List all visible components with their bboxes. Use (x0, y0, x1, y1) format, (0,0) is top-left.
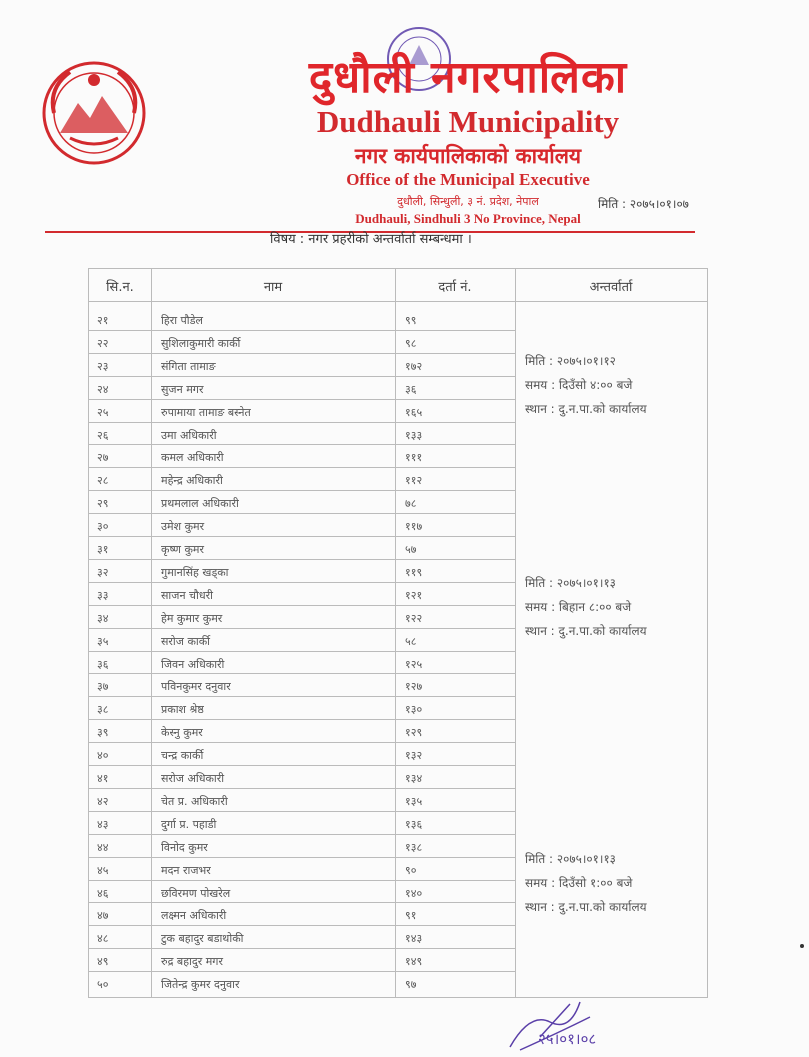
interview-table (88, 268, 708, 998)
table-cell-sn: ४२ (97, 794, 109, 808)
table-cell-sn: ३२ (97, 565, 109, 579)
table-row (89, 561, 517, 582)
table-cell-name: प्रकाश श्रेष्ठ (161, 703, 204, 717)
table-cell-reg: १११ (405, 451, 423, 465)
nepal-emblem-icon (40, 58, 148, 168)
interview-time: समय : दिउँसो १:०० बजे (525, 876, 633, 890)
table-row (89, 675, 517, 696)
table-cell-reg: १३० (405, 703, 423, 717)
table-cell-name: मदन राजभर (161, 863, 211, 877)
table-cell-name: सरोज अधिकारी (161, 772, 225, 785)
table-row (89, 859, 517, 880)
table-cell-sn: ४५ (97, 863, 109, 877)
address-nepali: दुधौली, सिन्धुली, ३ नं. प्रदेश, नेपाल (397, 195, 539, 208)
table-cell-name: जिवन अधिकारी (161, 657, 225, 671)
table-cell-reg: १२५ (405, 657, 423, 671)
table-cell-name: कृष्ण कुमर (161, 543, 204, 556)
table-cell-sn: २९ (97, 497, 109, 511)
table-row (89, 744, 517, 765)
row-divider (89, 513, 515, 514)
table-cell-reg: ७८ (405, 497, 417, 511)
row-divider (89, 467, 515, 468)
table-cell-reg: १२९ (405, 726, 423, 740)
table-cell-sn: ४४ (97, 840, 109, 854)
row-divider (89, 582, 515, 583)
table-cell-name: छविरमण पोखरेल (161, 886, 231, 900)
row-divider (89, 673, 515, 674)
table-row (89, 653, 517, 674)
table-cell-name: संगिता तामाङ (161, 359, 216, 373)
interview-time: समय : दिउँसो ४:०० बजे (525, 378, 633, 392)
table-cell-sn: ३९ (97, 726, 109, 740)
table-cell-name: चन्द्र कार्की (161, 749, 204, 763)
table-cell-name: पविनकुमर दनुवार (161, 680, 231, 694)
table-cell-name: जितेन्द्र कुमर दनुवार (161, 978, 240, 992)
table-cell-sn: ४३ (97, 817, 109, 831)
table-cell-name: टुक बहादुर बडाथोकी (161, 932, 244, 946)
row-divider (89, 971, 515, 972)
table-cell-name: विनोद कुमर (161, 840, 208, 854)
table-cell-sn: २८ (97, 474, 109, 488)
table-cell-reg: ९१ (405, 909, 417, 923)
column-header-sn: सि.न. (106, 280, 134, 295)
table-row (89, 607, 517, 628)
table-cell-sn: ३० (97, 520, 109, 534)
interview-place: स्थान : दु.न.पा.को कार्यालय (525, 900, 647, 914)
table-cell-reg: ११२ (405, 474, 423, 488)
subject-line: विषय : नगर प्रहरीको अन्तर्वार्ता सम्बन्धमा । (270, 232, 472, 247)
table-cell-reg: १४० (405, 886, 423, 900)
handwritten-signature (500, 992, 640, 1052)
row-divider (89, 376, 515, 377)
svg-text:२५।०१।०८: २५।०१।०८ (538, 1030, 597, 1048)
table-row (89, 950, 517, 971)
letter-date: मिति : २०७५।०१।०७ (598, 197, 689, 211)
speck (800, 944, 804, 948)
table-cell-name: प्रथमलाल अधिकारी (161, 497, 239, 511)
column-header-name: नाम (263, 280, 283, 295)
table-row (89, 790, 517, 811)
table-cell-name: सरोज कार्की (161, 634, 211, 648)
row-divider (89, 628, 515, 629)
table-cell-reg: ३६ (405, 382, 417, 396)
table-row (89, 927, 517, 948)
table-row (89, 355, 517, 376)
interview-group-1 (525, 349, 705, 421)
table-cell-name: सुशिलाकुमारी कार्की (161, 336, 241, 350)
table-cell-reg: ९७ (405, 978, 417, 992)
table-row (89, 882, 517, 903)
row-divider (89, 605, 515, 606)
row-divider (89, 696, 515, 697)
table-row (89, 813, 517, 834)
interview-time: समय : बिहान ८:०० बजे (525, 600, 632, 614)
row-divider (89, 559, 515, 560)
row-divider (89, 422, 515, 423)
table-cell-name: सुजन मगर (161, 382, 204, 396)
row-divider (89, 811, 515, 812)
table-cell-reg: ९९ (405, 314, 417, 327)
row-divider (89, 857, 515, 858)
table-cell-reg: ९८ (405, 336, 417, 350)
table-cell-sn: ४८ (97, 932, 109, 946)
interview-group-2 (525, 571, 705, 643)
row-divider (89, 788, 515, 789)
table-row (89, 492, 517, 513)
table-cell-sn: ३१ (97, 543, 109, 556)
table-cell-sn: ५० (97, 978, 109, 992)
row-divider (89, 925, 515, 926)
table-cell-reg: ११९ (405, 565, 423, 579)
table-cell-sn: ४९ (97, 955, 109, 969)
table-cell-sn: ३३ (97, 588, 109, 602)
table-row (89, 309, 517, 330)
row-divider (89, 902, 515, 903)
table-cell-reg: ५८ (405, 634, 417, 648)
column-header-reg: दर्ता नं. (438, 280, 472, 295)
table-cell-name: रुपामाया तामाङ बस्नेत (161, 405, 251, 419)
table-cell-reg: ११७ (405, 520, 423, 534)
table-cell-reg: १३२ (405, 749, 423, 763)
table-cell-name: रुद्र बहादुर मगर (161, 955, 223, 969)
row-divider (89, 880, 515, 881)
interview-place: स्थान : दु.न.पा.को कार्यालय (525, 624, 647, 638)
office-name-english: Office of the Municipal Executive (346, 170, 590, 189)
table-cell-name: कमल अधिकारी (161, 451, 224, 465)
table-cell-sn: ३५ (97, 634, 109, 648)
table-cell-name: चेत प्र. अधिकारी (161, 794, 228, 808)
row-divider (89, 719, 515, 720)
table-cell-sn: ३६ (97, 657, 109, 671)
table-cell-name: उमेश कुमर (161, 520, 205, 534)
table-row (89, 401, 517, 422)
row-divider (89, 948, 515, 949)
table-cell-sn: २३ (97, 359, 109, 373)
table-cell-name: लक्ष्मन अधिकारी (161, 909, 227, 923)
table-row (89, 973, 517, 994)
table-cell-sn: २२ (97, 336, 109, 350)
municipality-title-nepali: दुधौली नगरपालिका (308, 52, 628, 103)
table-cell-name: दुर्गा प्र. पहाडी (161, 817, 217, 831)
table-row (89, 630, 517, 651)
table-cell-sn: २५ (97, 405, 109, 419)
row-divider (89, 353, 515, 354)
table-row (89, 538, 517, 559)
interview-date: मिति : २०७५।०१।१२ (525, 354, 616, 368)
table-row (89, 332, 517, 353)
table-cell-reg: १३८ (405, 840, 423, 854)
header-row-divider (89, 301, 707, 302)
table-cell-reg: १७२ (405, 359, 423, 373)
table-cell-name: गुमानसिंह खड्का (161, 565, 229, 579)
table-cell-reg: ९० (405, 863, 417, 877)
table-cell-name: साजन चौधरी (161, 588, 213, 602)
table-cell-sn: ३४ (97, 611, 109, 625)
table-row (89, 721, 517, 742)
table-cell-reg: १३६ (405, 817, 423, 831)
table-row (89, 424, 517, 445)
table-cell-reg: १६५ (405, 405, 423, 419)
table-cell-name: उमा अधिकारी (161, 428, 217, 442)
table-cell-sn: २६ (97, 428, 109, 442)
municipality-title-english: Dudhauli Municipality (316, 104, 620, 139)
table-cell-reg: १२२ (405, 611, 423, 625)
table-row (89, 515, 517, 536)
row-divider (89, 444, 515, 445)
table-cell-reg: १३४ (405, 772, 423, 785)
row-divider (89, 536, 515, 537)
table-cell-reg: १२७ (405, 680, 423, 694)
table-row (89, 698, 517, 719)
table-cell-reg: १४९ (405, 955, 423, 969)
table-row (89, 446, 517, 467)
table-cell-sn: ४६ (97, 886, 109, 900)
table-cell-sn: ४० (97, 749, 109, 763)
interview-group-3 (525, 847, 705, 919)
table-cell-sn: २४ (97, 382, 109, 396)
column-header-interview: अन्तर्वार्ता (589, 280, 633, 295)
interview-date: मिति : २०७५।०१।१३ (525, 576, 616, 590)
table-cell-name: हेम कुमार कुमर (161, 611, 223, 625)
address-english: Dudhauli, Sindhuli 3 No Province, Nepal (355, 211, 581, 226)
interview-date: मिति : २०७५।०१।१३ (525, 852, 616, 866)
row-divider (89, 330, 515, 331)
table-cell-reg: १३५ (405, 794, 423, 808)
table-cell-name: केस्नु कुमर (161, 726, 203, 740)
row-divider (89, 399, 515, 400)
table-cell-name: हिरा पौडेल (161, 314, 203, 327)
table-row (89, 836, 517, 857)
table-cell-sn: ३७ (97, 680, 109, 694)
table-cell-sn: ४७ (97, 909, 109, 923)
table-cell-reg: १३३ (405, 428, 423, 442)
office-name-nepali: नगर कार्यपालिकाको कार्यालय (354, 144, 582, 168)
row-divider (89, 651, 515, 652)
table-cell-reg: १२१ (405, 588, 423, 602)
row-divider (89, 834, 515, 835)
table-row (89, 767, 517, 788)
table-cell-sn: ३८ (97, 703, 109, 717)
table-cell-reg: ५७ (405, 543, 417, 556)
table-cell-sn: २१ (97, 314, 109, 327)
table-row (89, 469, 517, 490)
table-cell-sn: ४१ (97, 772, 109, 785)
table-cell-reg: १४३ (405, 932, 423, 946)
row-divider (89, 765, 515, 766)
row-divider (89, 490, 515, 491)
table-row (89, 378, 517, 399)
table-cell-sn: २७ (97, 451, 109, 465)
interview-place: स्थान : दु.न.पा.को कार्यालय (525, 402, 647, 416)
row-divider (89, 742, 515, 743)
table-row (89, 904, 517, 925)
table-cell-name: महेन्द्र अधिकारी (161, 474, 223, 488)
table-row (89, 584, 517, 605)
